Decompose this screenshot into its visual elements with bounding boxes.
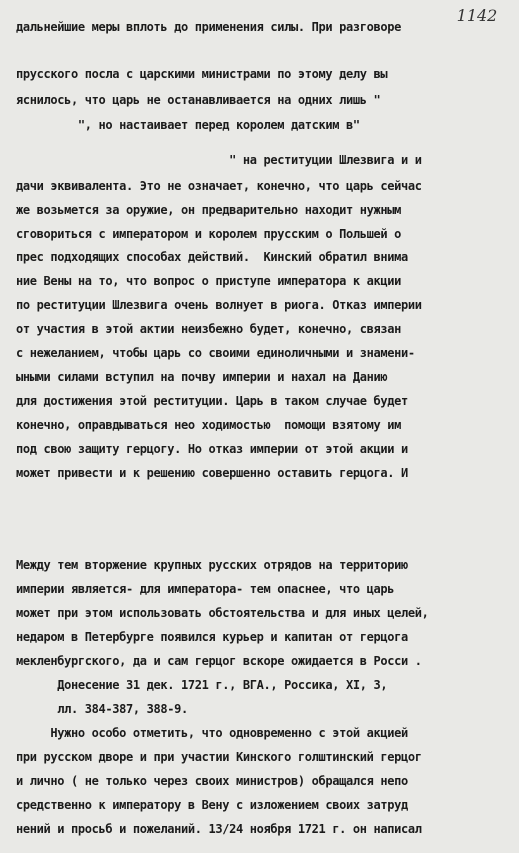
text-line: средственно к императору в Вену с изложением своих затруд (16, 798, 408, 812)
text-line: сговориться с императором и королем прусским о Польшей о (16, 227, 401, 241)
text-line: и лично ( не только через своих министров) обращался непо (16, 774, 408, 788)
text-line: может привести и к решению совершенно оставить герцога. И (16, 466, 408, 480)
text-line: при русском дворе и при участии Кинского голштинский герцог (16, 750, 422, 764)
text-line: " на реституции Шлезвига и и (16, 153, 422, 167)
text-line: ыными силами вступил на почву империи и нахал на Данию (16, 370, 388, 384)
text-line: под свою защиту герцогу. Но отказ империи от этой акции и (16, 442, 408, 456)
text-line: ", но настаивает перед королем датским в" (16, 118, 360, 132)
text-line: прусского посла с царскими министрами по этому делу вы (16, 67, 388, 81)
text-line: нений и просьб и пожеланий. 13/24 ноября 1721 г. он написал (16, 822, 422, 836)
text-line: же возьмется за оружие, он предварительно находит нужным (16, 203, 401, 217)
text-line: недаром в Петербурге появился курьер и капитан от герцога (16, 630, 408, 644)
text-line: дальнейшие меры вплоть до применения силы. При разговоре (16, 20, 401, 34)
text-line: дачи эквивалента. Это не означает, конечно, что царь сейчас (16, 179, 422, 193)
text-line: Между тем вторжение крупных русских отрядов на территорию (16, 558, 408, 572)
footnote-line: Донесение 31 дек. 1721 г., ВГА., Россика, XI, 3, (16, 678, 388, 692)
text-line: империи является- для императора- тем опаснее, что царь (16, 582, 395, 596)
text-line: конечно, оправдываться нео ходимостью помощи взятому им (16, 418, 401, 432)
footnote-line: лл. 384-387, 388-9. (16, 702, 188, 716)
text-line: с нежеланием, чтобы царь со своими единоличными и знамени- (16, 346, 415, 360)
text-line: может при этом использовать обстоятельства и для иных целей, (16, 606, 429, 620)
text-line: для достижения этой реституции. Царь в таком случае будет (16, 394, 408, 408)
text-line: прес подходящих способах действий. Кинский обратил внима (16, 250, 408, 264)
text-line: мекленбургского, да и сам герцог вскоре ожидается в Росси . (16, 654, 422, 668)
text-line: ние Вены на то, что вопрос о приступе императора к акции (16, 274, 401, 288)
page-number: 1142 (456, 6, 498, 25)
text-line: Нужно особо отметить, что одновременно с этой акцией (16, 726, 408, 740)
text-line: от участия в этой актии неизбежно будет, конечно, связан (16, 322, 401, 336)
text-line: по реституции Шлезвига очень волнует в риога. Отказ империи (16, 298, 422, 312)
text-line: яснилось, что царь не останавливается на одних лишь " (16, 93, 381, 107)
